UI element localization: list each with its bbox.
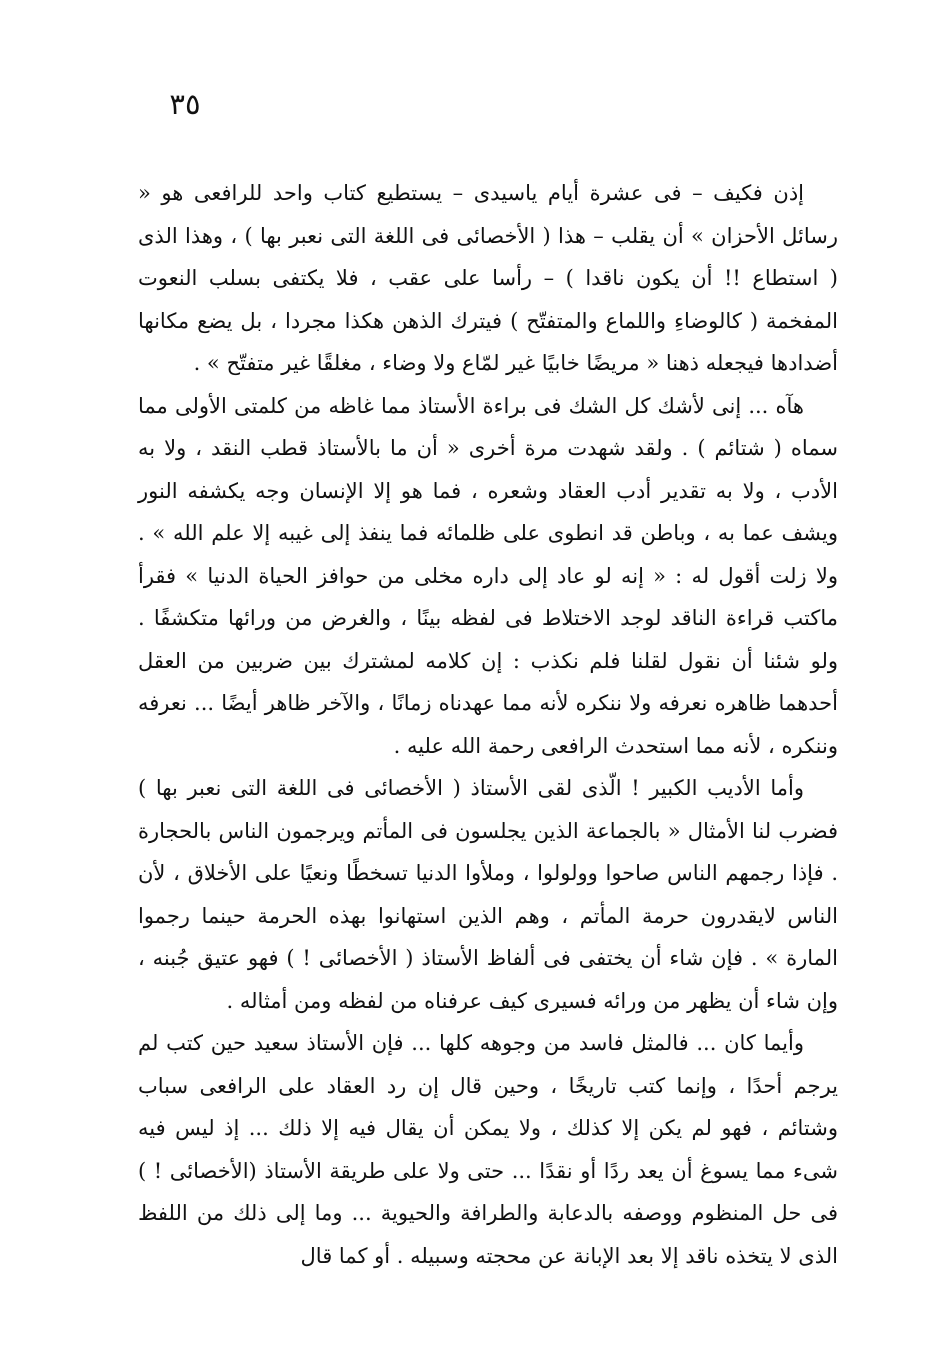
paragraph-1: إذن فكيف – فى عشرة أيام ياسيدى – يستطيع كتاب واحد للرافعى هو « رسائل الأحزان » أن يقلب – هذا ( الأخصائى فى اللغة التى نعبر بها ) ، وهذا الذى ( استطاع !! أن يكون ناقدا ) – رأسا على عقب ، فلا يكتفى بسلب النعوت المفخمة ( كالوضاءِ واللماع والمتفتّح ) فيترك الذهن هكذا مجردا ، بل يضع مكانها أضدادها فيجعله ذهنا « مريضًا خابيًا غير لمّاع ولا وضاء ، مغلقًا غير متفتّح » .	[138, 181, 839, 375]
paragraph-4: وأيما كان ... فالمثل فاسد من وجوهه كلها ... فإن الأستاذ سعيد حين كتب لم يرجم أحدًا ، وإنما كتب تاريخًا ، وحين قال إن رد العقاد على الرافعى سباب وشتائم ، فهو لم يكن إلا كذلك ، ولا يمكن أن يقال فيه إلا ذلك ... إذ ليس فيه شىء مما يسوغ أن يعد ردًا أو نقدًا ... حتى ولا على طريقة الأستاذ (الأخصائى ! ) فى حل المنظوم ووصفه بالدعابة والطرافة والحيوية ... وما إلى ذلك من اللفظ الذى لا يتخذه ناقد إلا بعد الإبانة عن محجته وسبيله . أو كما قال	[138, 1031, 838, 1268]
page-number: ٣٥	[169, 87, 201, 121]
paragraph-3: وأما الأديب الكبير ! الّذى لقى الأستاذ ( الأخصائى فى اللغة التى نعبر بها ) فضرب لنا الأمثال « بالجماعة الذين يجلسون فى المأتم ويرجمون الناس بالحجارة . فإذا رجمهم الناس صاحوا وولولوا ، وملأوا الدنيا تسخطًا ونعيًا على الأخلاق ، لأن الناس لايقدرون حرمة المأتم ، وهم الذين استهانوا بهذه الحرمة حينما رجموا المارة » . فإن شاء أن يختفى فى ألفاظ الأستاذ ( الأخصائى ! ) فهو عتيق جُبنه ، وإن شاء أن يظهر من ورائه فسيرى كيف عرفناه من لفظه ومن أمثاله .	[138, 776, 838, 1013]
body-text	[138, 172, 838, 1277]
paragraph-2: هآه ... إنى لأشك كل الشك فى براءة الأستاذ مما غاظه من كلمتى الأولى مما سماه ( شتائم ) . ولقد شهدت مرة أخرى « أن ما بالأستاذ قطب النقد ، ولا به الأدب ، ولا به تقدير أدب العقاد وشعره ، فما هو إلا الإنسان وجه يكشفه النور ويشف عما به ، وباطن قد انطوى على ظلمائه فما ينفذ إلى غيبه إلا علم الله » . ولا زلت أقول له : « إنه لو عاد إلى داره مخلى من حوافز الحياة الدنيا » فقرأ ماكتب قراءة الناقد لوجد الاختلاط فى لفظه بينًا ، والغرض من ورائها متكشفًا . ولو شئنا أن نقول لقلنا فلم نكذب : إن كلامه لمشترك بين ضربين من العقل أحدهما ظاهره نعرفه ولا ننكره لأنه مما عهدناه زمانًا ، والآخر ظاهر أيضًا ... نعرفه وننكره ، لأنه مما استحدث الرافعى رحمة الله عليه .	[138, 393, 838, 758]
